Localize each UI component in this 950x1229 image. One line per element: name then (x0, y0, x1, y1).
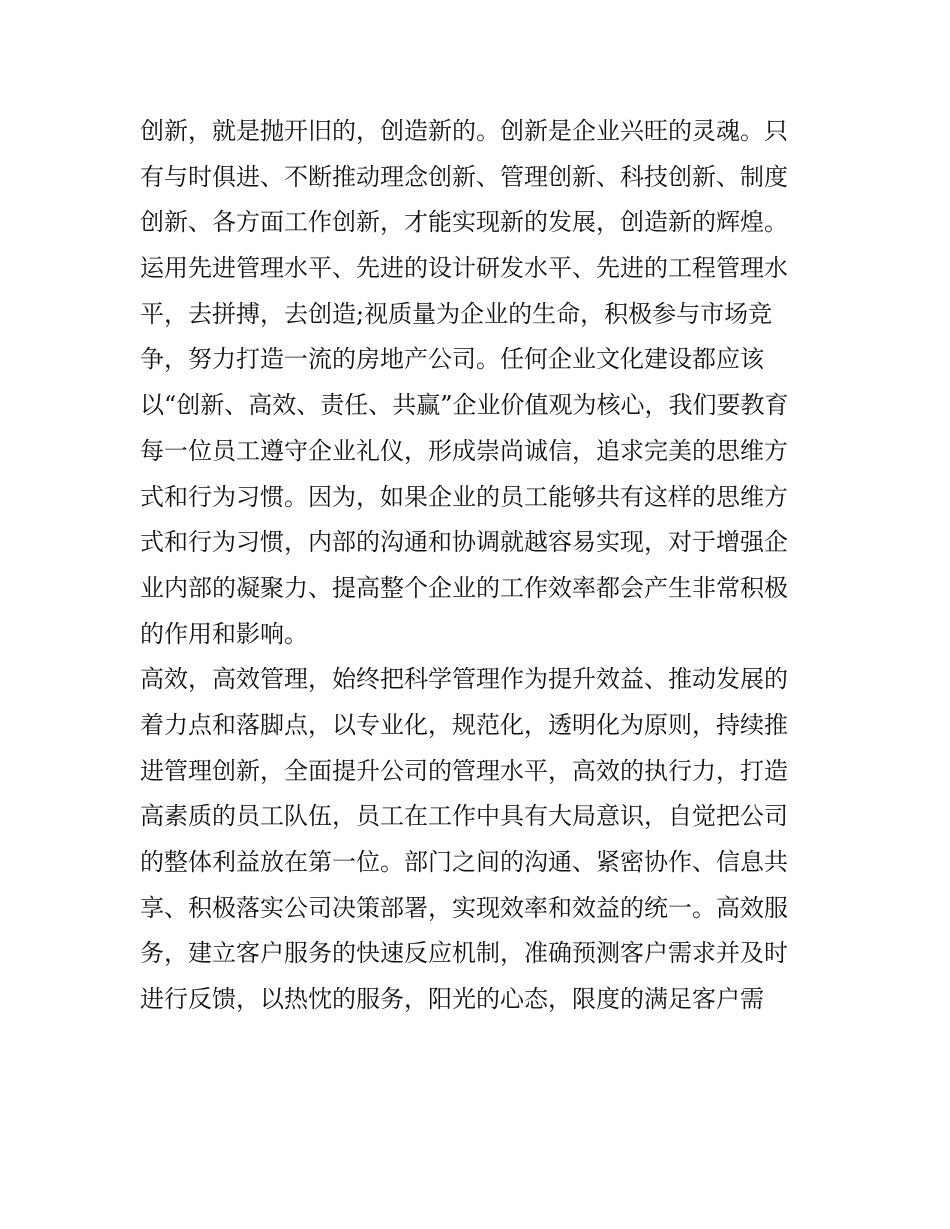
text-line: 创新，就是抛开旧的，创造新的。创新是企业兴旺的灵魂。只 (140, 117, 788, 145)
text-line: 业内部的凝聚力、提高整个企业的工作效率都会产生非常积极 (140, 573, 788, 602)
text-line: 的整体利益放在第一位。部门之间的沟通、紧密协作、信息共 (140, 848, 788, 876)
text-line: 享、积极落实公司决策部署，实现效率和效益的统一。高效服 (140, 893, 788, 922)
text-line: 创新、各方面工作创新，才能实现新的发展，创造新的辉煌。 (140, 208, 788, 237)
text-line: 进管理创新，全面提升公司的管理水平，高效的执行力，打造 (140, 756, 788, 785)
text-line: 式和行为习惯。因为，如果企业的员工能够共有这样的思维方 (140, 482, 788, 511)
body-text (140, 109, 840, 1023)
text-line: 高效，高效管理，始终把科学管理作为提升效益、推动发展的 (140, 665, 788, 694)
text-line: 务，建立客户服务的快速反应机制，准确预测客户需求并及时 (140, 939, 788, 968)
text-line: 式和行为习惯，内部的沟通和协调就越容易实现，对于增强企 (140, 528, 788, 557)
text-line: 每一位员工遵守企业礼仪，形成崇尚诚信，追求完美的思维方 (140, 436, 788, 465)
text-line: 高素质的员工队伍，员工在工作中具有大局意识，自觉把公司 (140, 802, 788, 831)
text-line: 有与时俱进、不断推动理念创新、管理创新、科技创新、制度 (140, 162, 788, 191)
text-line: 争，努力打造一流的房地产公司。任何企业文化建设都应该 (140, 345, 764, 374)
text-line: 平，去拼搏，去创造;视质量为企业的生命，积极参与市场竞 (140, 299, 773, 328)
text-line: 运用先进管理水平、先进的设计研发水平、先进的工程管理水 (140, 254, 788, 283)
text-line: 的作用和影响。 (140, 619, 308, 648)
text-line: 进行反馈，以热忱的服务，阳光的心态，限度的满足客户需 (140, 985, 764, 1014)
text-line: 以“创新、高效、责任、共赢”企业价值观为核心，我们要教育 (140, 391, 789, 420)
text-line: 着力点和落脚点，以专业化，规范化，透明化为原则，持续推 (140, 710, 788, 739)
